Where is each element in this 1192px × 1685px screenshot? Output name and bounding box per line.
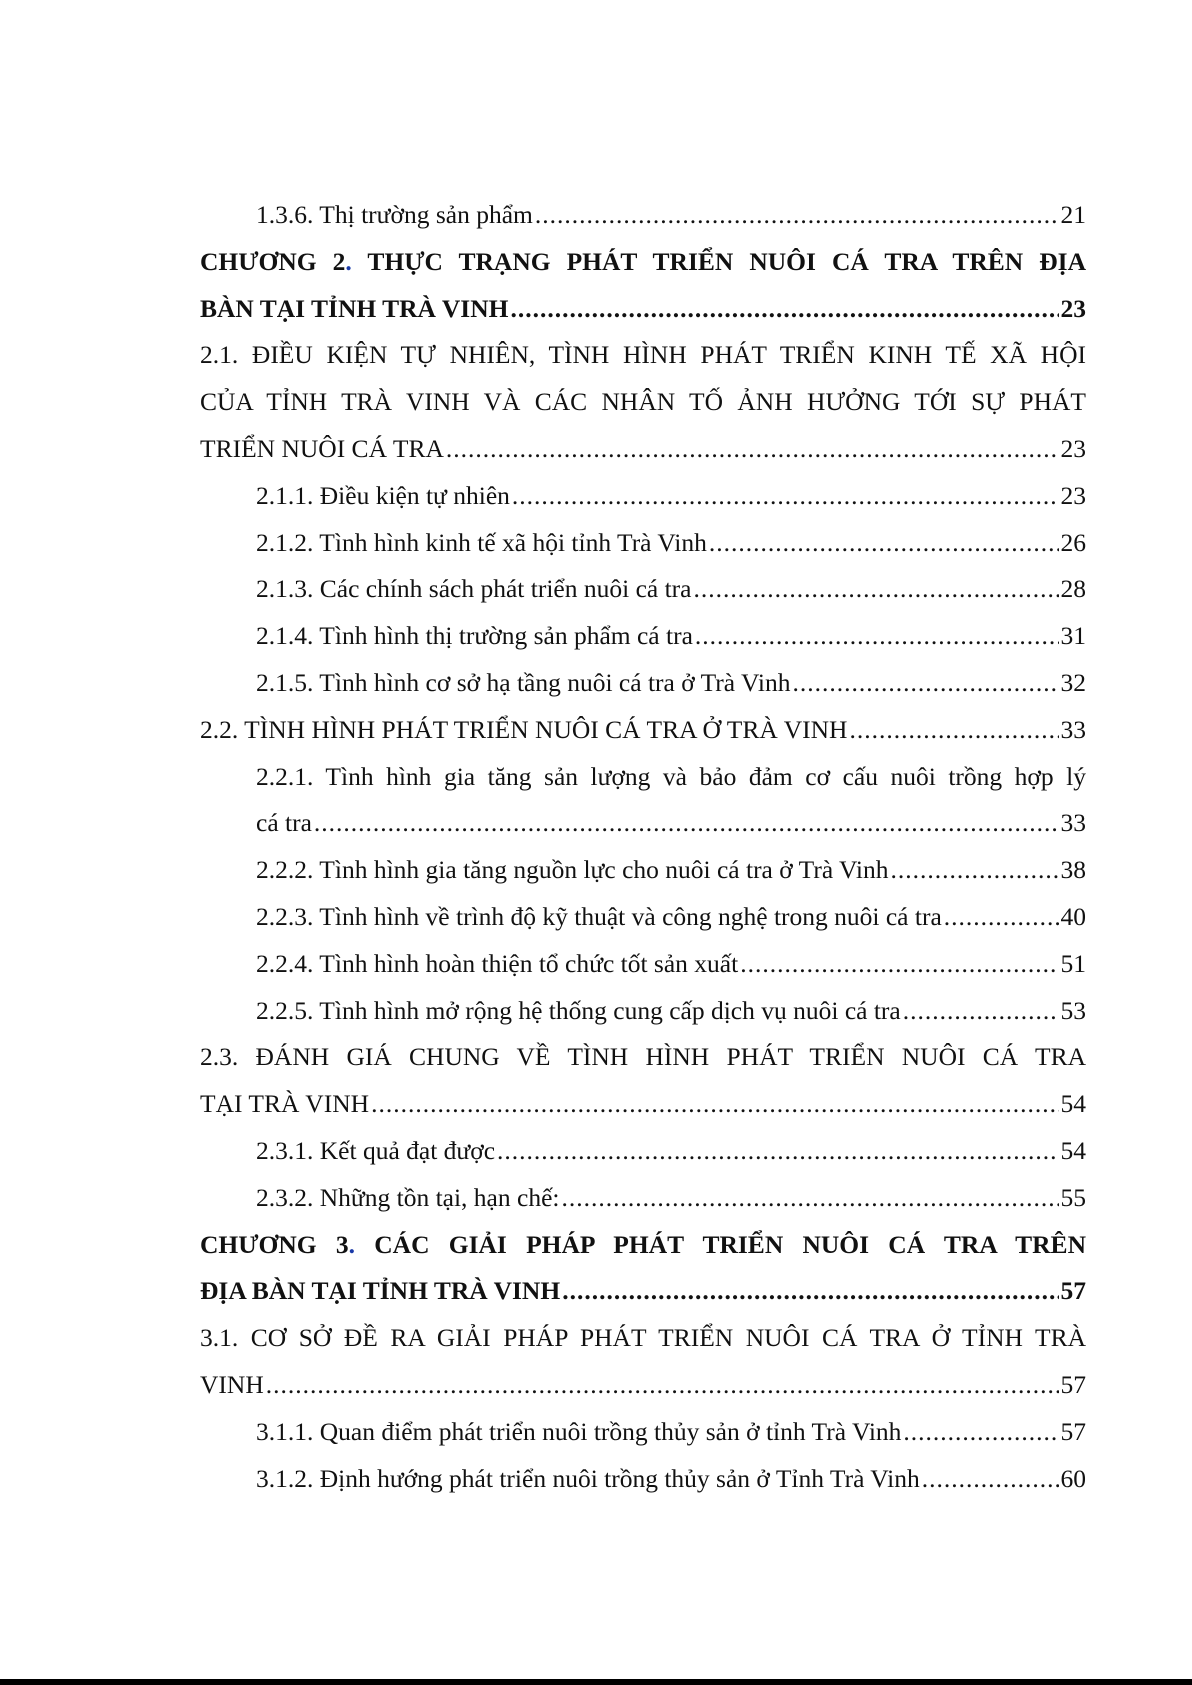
toc-line [200,847,1086,894]
dot-leader [314,800,1059,847]
toc-page-number: 21 [1060,200,1086,229]
toc-entry-2-3-2[interactable] [256,1175,1086,1222]
dot-leader [740,941,1058,988]
dot-leader [849,707,1058,754]
table-of-contents [200,192,1086,1502]
dot-leader [561,1175,1058,1222]
toc-entry-title: BÀN TẠI TỈNH TRÀ VINH [200,293,509,323]
toc-entry-title: cá tra [256,808,312,838]
dot-leader [371,1081,1058,1128]
dot-leader [446,426,1059,473]
toc-entry-title: 3.1.1. Quan điểm phát triển nuôi trồng thủy sản ở tỉnh Trà Vinh [256,1416,902,1446]
toc-entry-title: TẠI TRÀ VINH [200,1089,370,1119]
toc-page-number: 38 [1060,855,1086,885]
toc-entry-title: ĐỊA BÀN TẠI TỈNH TRÀ VINH [200,1276,561,1306]
toc-line: 3.1. CƠ SỞ ĐỀ RA GIẢI PHÁP PHÁT TRIỂN NUÔI CÁ TRA Ở TỈNH TRÀ [200,1323,1086,1353]
toc-entry-2-3[interactable] [200,1081,1086,1128]
toc-page-number: 55 [1060,1182,1086,1212]
dot-leader [510,286,1058,333]
dot-leader [891,847,1059,894]
toc-entry-title: 2.1.3. Các chính sách phát triển nuôi cá tra [256,574,692,604]
toc-entry-title: 2.3.2. Những tồn tại, hạn chế: [256,1182,560,1212]
dot-leader [512,473,1059,520]
toc-line [200,192,1086,239]
toc-line [200,1128,1086,1175]
toc-entry-2-1-1[interactable] [256,473,1086,520]
toc-line [200,800,1086,847]
toc-line: CHƯƠNG 2. THỰC TRẠNG PHÁT TRIỂN NUÔI CÁ TRA TRÊN ĐỊA [200,246,1086,276]
toc-line [200,707,1086,754]
toc-entry-title: 2.2.2. Tình hình gia tăng nguồn lực cho nuôi cá tra ở Trà Vinh [256,855,889,885]
dot-leader [903,1409,1058,1456]
toc-entry-title: 2.2.3. Tình hình về trình độ kỹ thuật và công nghệ trong nuôi cá tra [256,901,942,931]
toc-entry-1-3-6[interactable] [256,192,1086,239]
toc-entry-title: 2.2.5. Tình hình mở rộng hệ thống cung cấp dịch vụ nuôi cá tra [256,995,901,1025]
dot-leader [922,1456,1059,1503]
dot-leader [709,520,1059,567]
toc-entry-title: TRIỂN NUÔI CÁ TRA [200,433,444,463]
toc-entry-title: 2.1.4. Tình hình thị trường sản phẩm cá tra [256,621,693,651]
toc-entry-title: 2.1.1. Điều kiện tự nhiên [256,480,510,510]
toc-page-number: 32 [1060,667,1086,697]
toc-entry-title: 3.1.2. Định hướng phát triển nuôi trồng thủy sản ở Tỉnh Trà Vinh [256,1463,920,1493]
toc-page-number: 23 [1060,433,1086,463]
toc-page-number: 31 [1060,621,1086,651]
toc-page-number: 57 [1060,1369,1086,1399]
toc-entry-2-1-3[interactable] [256,566,1086,613]
dot-leader [535,192,1059,239]
toc-entry-2-1-4[interactable] [256,613,1086,660]
toc-entry-title: 1.3.6. Thị trường sản phẩm [256,200,533,229]
toc-line [200,894,1086,941]
toc-line: 2.3. ĐÁNH GIÁ CHUNG VỀ TÌNH HÌNH PHÁT TRIỂN NUÔI CÁ TRA [200,1042,1086,1072]
toc-entry-3-1-2[interactable] [256,1456,1086,1503]
dot-leader [562,1268,1058,1315]
toc-line [200,941,1086,988]
toc-entry-title: 2.2.4. Tình hình hoàn thiện tổ chức tốt sản xuất [256,948,739,978]
toc-entry-title: 2.2. TÌNH HÌNH PHÁT TRIỂN NUÔI CÁ TRA Ở TRÀ VINH [200,714,848,744]
toc-entry-2-2-5[interactable] [256,988,1086,1035]
toc-entry-2-1-5[interactable] [256,660,1086,707]
dot-leader [693,566,1058,613]
toc-line: CHƯƠNG 3. CÁC GIẢI PHÁP PHÁT TRIỂN NUÔI CÁ TRA TRÊN [200,1229,1086,1259]
toc-entry-2-2-3[interactable] [256,894,1086,941]
toc-line [200,1362,1086,1409]
toc-line: 2.2.1. Tình hình gia tăng sản lượng và bảo đảm cơ cấu nuôi trồng hợp lý [256,761,1086,791]
toc-entry-3-1-1[interactable] [256,1409,1086,1456]
toc-entry-2-3-1[interactable] [256,1128,1086,1175]
toc-page-number: 33 [1060,808,1086,838]
dot-leader [266,1362,1059,1409]
toc-page-number: 33 [1060,714,1086,744]
toc-page-number: 53 [1060,995,1086,1025]
toc-line [200,426,1086,473]
toc-entry-ch3[interactable] [200,1268,1086,1315]
toc-line [200,660,1086,707]
toc-page-number: 23 [1060,480,1086,510]
toc-entry-2-2[interactable] [200,707,1086,754]
chapter-number-dot: . [345,246,352,276]
toc-line [200,1175,1086,1222]
page-bottom-border [0,1679,1192,1685]
toc-line [200,286,1086,333]
toc-entry-2-1[interactable] [200,426,1086,473]
toc-page-number: 26 [1060,527,1086,557]
toc-entry-title: VINH [200,1369,264,1399]
chapter-number-dot: . [348,1229,355,1259]
toc-page-number: 57 [1060,1276,1086,1306]
toc-line: 2.1. ĐIỀU KIỆN TỰ NHIÊN, TÌNH HÌNH PHÁT TRIỂN KINH TẾ XÃ HỘI [200,340,1086,370]
toc-entry-2-2-1[interactable] [256,800,1086,847]
toc-entry-title: 2.3.1. Kết quả đạt được [256,1135,496,1165]
dot-leader [497,1128,1058,1175]
toc-line [200,613,1086,660]
toc-page-number: 54 [1060,1089,1086,1119]
toc-entry-3-1[interactable] [200,1362,1086,1409]
toc-entry-2-2-2[interactable] [256,847,1086,894]
toc-page-number: 51 [1060,948,1086,978]
toc-page-number: 57 [1060,1416,1086,1446]
toc-line [200,1409,1086,1456]
toc-page-number: 40 [1060,901,1086,931]
dot-leader [695,613,1059,660]
toc-line [200,1268,1086,1315]
toc-line [200,1081,1086,1128]
toc-entry-ch2[interactable] [200,286,1086,333]
toc-entry-title: 2.1.2. Tình hình kinh tế xã hội tỉnh Trà Vinh [256,527,707,557]
toc-line: CỦA TỈNH TRÀ VINH VÀ CÁC NHÂN TỐ ẢNH HƯỞNG TỚI SỰ PHÁT [200,387,1086,417]
toc-page-number: 60 [1060,1463,1086,1493]
toc-page-number: 23 [1060,293,1086,323]
toc-line [200,988,1086,1035]
toc-line [200,566,1086,613]
dot-leader [944,894,1059,941]
toc-page-number: 28 [1060,574,1086,604]
toc-line [200,520,1086,567]
toc-entry-2-1-2[interactable] [256,520,1086,567]
dot-leader [792,660,1058,707]
toc-entry-title: 2.1.5. Tình hình cơ sở hạ tầng nuôi cá tra ở Trà Vinh [256,667,791,697]
toc-page-number: 54 [1060,1135,1086,1165]
toc-line [200,473,1086,520]
dot-leader [903,988,1059,1035]
toc-line [200,1456,1086,1503]
toc-entry-2-2-4[interactable] [256,941,1086,988]
